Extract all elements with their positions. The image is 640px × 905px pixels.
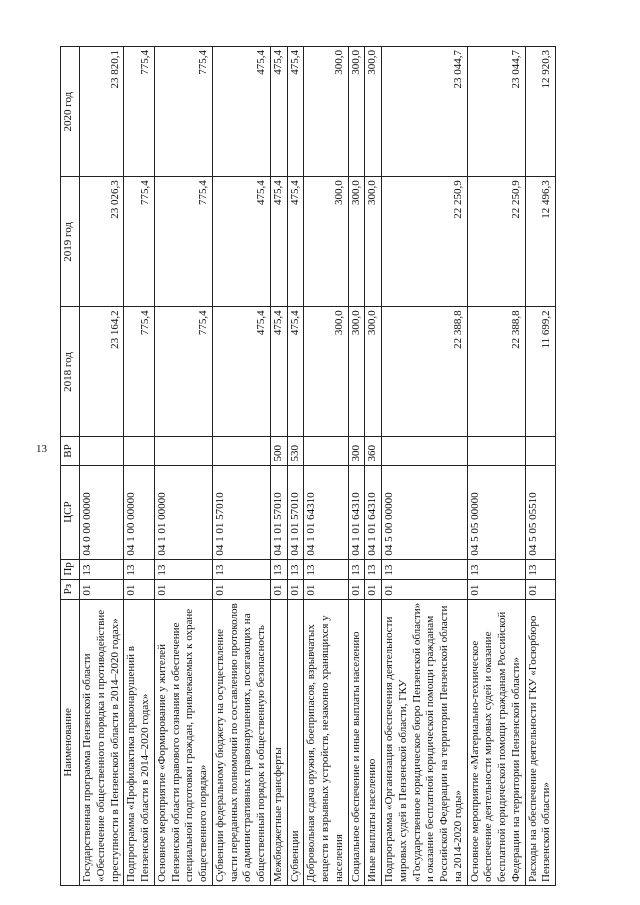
row-2019: 22 250,9 — [467, 177, 525, 307]
row-rz: 01 — [124, 579, 155, 599]
row-rz: 01 — [154, 579, 212, 599]
header-csr: ЦСР — [61, 465, 80, 559]
row-vr — [212, 437, 270, 465]
row-pr: 13 — [467, 559, 525, 579]
row-name: Межбюджетные трансферты — [270, 599, 287, 885]
table-row — [525, 47, 556, 886]
row-2018: 300,0 — [365, 307, 382, 437]
row-vr — [304, 437, 348, 465]
row-name: Социальное обеспечение и иные выплаты населению — [348, 599, 365, 885]
row-csr: 04 1 01 57010 — [270, 465, 287, 559]
page-number: 13 — [36, 443, 47, 455]
row-pr: 13 — [525, 559, 556, 579]
row-vr — [154, 437, 212, 465]
row-csr: 04 1 01 57010 — [287, 465, 304, 559]
row-csr: 04 0 00 00000 — [80, 465, 124, 559]
row-2019: 300,0 — [348, 177, 365, 307]
row-2020: 775,4 — [124, 47, 155, 177]
row-name: Субвенции — [287, 599, 304, 885]
row-2018: 300,0 — [348, 307, 365, 437]
row-rz: 01 — [525, 579, 556, 599]
row-pr: 13 — [270, 559, 287, 579]
row-2019: 300,0 — [304, 177, 348, 307]
row-2018: 22 388,8 — [382, 307, 468, 437]
budget-table-container — [60, 46, 620, 886]
row-rz: 01 — [304, 579, 348, 599]
row-2019: 300,0 — [365, 177, 382, 307]
row-rz: 01 — [348, 579, 365, 599]
row-name: Подпрограмма «Профилактика правонарушений в Пензенской области в 2014–2020 годах» — [124, 599, 155, 885]
row-2020: 300,0 — [365, 47, 382, 177]
row-vr: 500 — [270, 437, 287, 465]
table-row — [270, 47, 287, 886]
row-csr: 04 1 01 57010 — [212, 465, 270, 559]
row-name: Добровольная сдача оружия, боеприпасов, взрывчатых веществ и взрывных устройств, незаконно хранящихся у населения — [304, 599, 348, 885]
row-2019: 775,4 — [124, 177, 155, 307]
row-2018: 23 164,2 — [80, 307, 124, 437]
row-rz: 01 — [467, 579, 525, 599]
row-vr: 300 — [348, 437, 365, 465]
row-csr: 04 1 01 00000 — [154, 465, 212, 559]
row-vr: 360 — [365, 437, 382, 465]
row-csr: 04 1 01 64310 — [304, 465, 348, 559]
row-rz: 01 — [287, 579, 304, 599]
row-name: Основное мероприятие «Материально-техническое обеспечение деятельности мировых судей и оказание бесплатной юридической помощи гражданам Российской Федерации на территории Пензенской области» — [467, 599, 525, 885]
row-csr: 04 5 05 00000 — [467, 465, 525, 559]
row-2018: 775,4 — [154, 307, 212, 437]
row-2019: 23 026,3 — [80, 177, 124, 307]
row-vr: 530 — [287, 437, 304, 465]
row-pr: 13 — [287, 559, 304, 579]
row-name: Субвенции федеральному бюджету на осуществление части переданных полномочий по составлению протоколов об административных правонарушениях, посягающих на общественный порядок и общественную безопасность — [212, 599, 270, 885]
header-pr: Пр — [61, 559, 80, 579]
row-2020: 12 920,3 — [525, 47, 556, 177]
row-pr: 13 — [124, 559, 155, 579]
header-2019: 2019 год — [61, 177, 80, 307]
row-2019: 22 250,9 — [382, 177, 468, 307]
row-rz: 01 — [212, 579, 270, 599]
row-2019: 475,4 — [287, 177, 304, 307]
table-row — [365, 47, 382, 886]
row-csr: 04 1 00 00000 — [124, 465, 155, 559]
header-2020: 2020 год — [61, 47, 80, 177]
row-2019: 475,4 — [270, 177, 287, 307]
row-2020: 775,4 — [154, 47, 212, 177]
row-2018: 475,4 — [270, 307, 287, 437]
row-rz: 01 — [382, 579, 468, 599]
table-row — [304, 47, 348, 886]
row-2020: 23 044,7 — [382, 47, 468, 177]
header-vr: ВР — [61, 437, 80, 465]
header-rz: Рз — [61, 579, 80, 599]
row-name: Подпрограмма «Организация обеспечения деятельности мировых судей в Пензенской области, ГКУ «Государственное юридическое бюро Пензенской области» и оказание бесплатной юридической помощи гражданам Российской Федерации на территории Пензенской области на 2014-2020 годы» — [382, 599, 468, 885]
row-csr: 04 1 01 64310 — [365, 465, 382, 559]
row-name: Государственная программа Пензенской области «Обеспечение общественного порядка и противодействие преступности в Пензенской области в 2014–2020 годах» — [80, 599, 124, 885]
row-pr: 13 — [154, 559, 212, 579]
row-rz: 01 — [365, 579, 382, 599]
row-pr: 13 — [348, 559, 365, 579]
row-vr — [467, 437, 525, 465]
row-2018: 475,4 — [287, 307, 304, 437]
row-name: Расходы на обеспечение деятельности ГКУ «Госюрбюро Пензенской области» — [525, 599, 556, 885]
header-2018: 2018 год — [61, 307, 80, 437]
row-2020: 23 044,7 — [467, 47, 525, 177]
table-row — [80, 47, 124, 886]
row-2019: 12 496,3 — [525, 177, 556, 307]
table-row — [124, 47, 155, 886]
row-2018: 475,4 — [212, 307, 270, 437]
row-csr: 04 1 01 64310 — [348, 465, 365, 559]
row-2018: 11 699,2 — [525, 307, 556, 437]
row-2020: 475,4 — [270, 47, 287, 177]
table-row — [154, 47, 212, 886]
row-pr: 13 — [212, 559, 270, 579]
table-row — [348, 47, 365, 886]
row-pr: 13 — [80, 559, 124, 579]
row-2019: 775,4 — [154, 177, 212, 307]
row-2020: 475,4 — [212, 47, 270, 177]
row-vr — [80, 437, 124, 465]
table-row — [382, 47, 468, 886]
row-pr: 13 — [382, 559, 468, 579]
table-row — [287, 47, 304, 886]
row-2018: 775,4 — [124, 307, 155, 437]
row-rz: 01 — [80, 579, 124, 599]
row-csr: 04 5 05 05510 — [525, 465, 556, 559]
row-pr: 13 — [365, 559, 382, 579]
row-2019: 475,4 — [212, 177, 270, 307]
budget-table — [60, 46, 556, 886]
row-vr — [124, 437, 155, 465]
row-vr — [382, 437, 468, 465]
row-name: Основное мероприятие «Формирование у жителей Пензенской области правового сознания и обеспечение специальной подготовки граждан, привлекаемых к охране общественного порядка» — [154, 599, 212, 885]
row-2020: 300,0 — [348, 47, 365, 177]
row-rz: 01 — [270, 579, 287, 599]
table-header-row — [61, 47, 80, 886]
row-2018: 300,0 — [304, 307, 348, 437]
table-row — [467, 47, 525, 886]
row-2018: 22 388,8 — [467, 307, 525, 437]
row-2020: 23 820,1 — [80, 47, 124, 177]
header-name: Наименование — [61, 599, 80, 885]
row-vr — [525, 437, 556, 465]
row-2020: 300,0 — [304, 47, 348, 177]
row-csr: 04 5 00 00000 — [382, 465, 468, 559]
row-name: Иные выплаты населению — [365, 599, 382, 885]
row-pr: 13 — [304, 559, 348, 579]
row-2020: 475,4 — [287, 47, 304, 177]
table-row — [212, 47, 270, 886]
